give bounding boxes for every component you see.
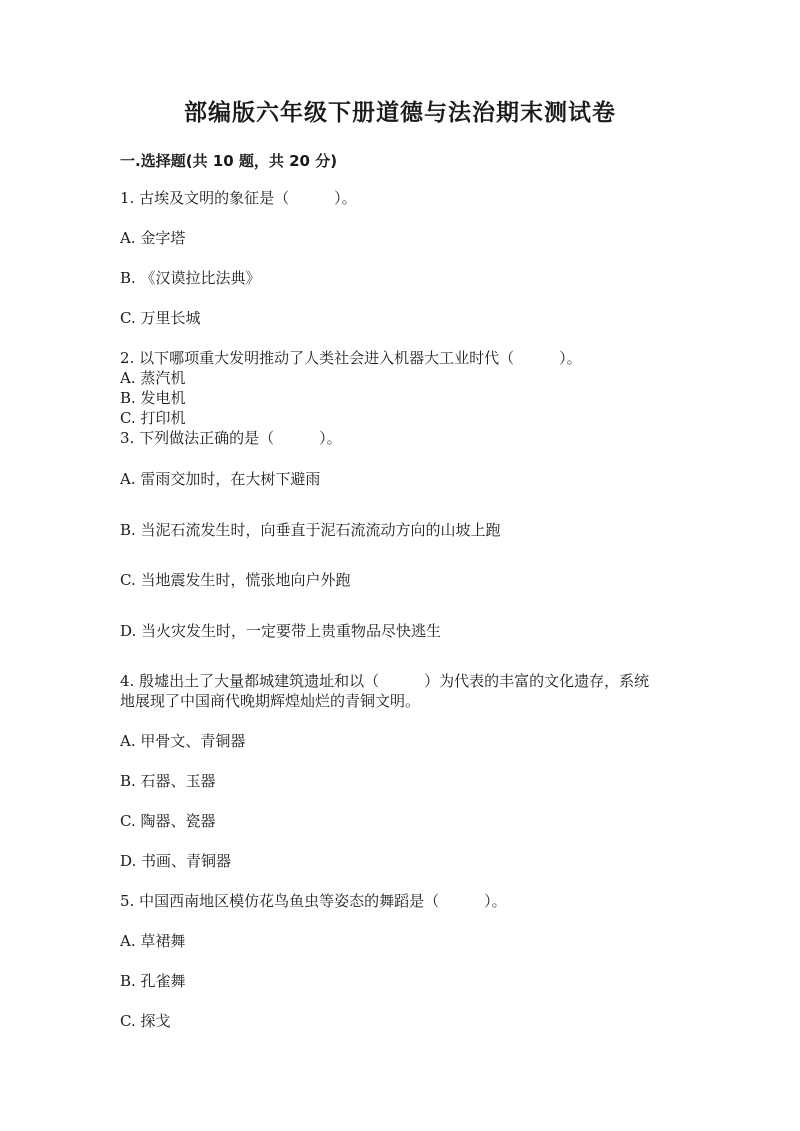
question-5-option-c: C. 探戈 xyxy=(120,1012,171,1030)
section-heading: 一.选择题(共 10 题，共 20 分) xyxy=(120,152,338,170)
question-3-option-b: B. 当泥石流发生时，向垂直于泥石流流动方向的山坡上跑 xyxy=(120,521,501,539)
question-3-stem: 3. 下列做法正确的是（ ）。 xyxy=(120,429,342,447)
question-2-stem: 2. 以下哪项重大发明推动了人类社会进入机器大工业时代（ ）。 xyxy=(120,349,582,367)
question-4-option-b: B. 石器、玉器 xyxy=(120,772,216,790)
page-title: 部编版六年级下册道德与法治期末测试卷 xyxy=(184,100,616,126)
question-1-stem: 1. 古埃及文明的象征是（ ）。 xyxy=(120,189,357,207)
question-3-option-c: C. 当地震发生时，慌张地向户外跑 xyxy=(120,571,351,589)
question-1-option-a: A. 金字塔 xyxy=(120,229,186,247)
question-4-stem-line2: 地展现了中国商代晚期辉煌灿烂的青铜文明。 xyxy=(120,692,421,710)
question-2-option-b: B. 发电机 xyxy=(120,389,186,407)
question-4-stem-line1: 4. 殷墟出土了大量都城建筑遗址和以（ ）为代表的丰富的文化遗存，系统 xyxy=(120,672,650,690)
question-4-option-a: A. 甲骨文、青铜器 xyxy=(120,732,246,750)
question-3-option-a: A. 雷雨交加时，在大树下避雨 xyxy=(120,470,321,488)
question-5-option-a: A. 草裙舞 xyxy=(120,932,186,950)
question-2-option-a: A. 蒸汽机 xyxy=(120,369,186,387)
question-5-stem: 5. 中国西南地区模仿花鸟鱼虫等姿态的舞蹈是（ ）。 xyxy=(120,892,507,910)
question-4-option-c: C. 陶器、瓷器 xyxy=(120,812,216,830)
question-5-option-b: B. 孔雀舞 xyxy=(120,972,186,990)
question-1-option-b: B. 《汉谟拉比法典》 xyxy=(120,269,261,287)
question-4-option-d: D. 书画、青铜器 xyxy=(120,852,232,870)
question-2-option-c: C. 打印机 xyxy=(120,409,186,427)
question-3-option-d: D. 当火灾发生时，一定要带上贵重物品尽快逃生 xyxy=(120,622,442,640)
question-1-option-c: C. 万里长城 xyxy=(120,309,201,327)
